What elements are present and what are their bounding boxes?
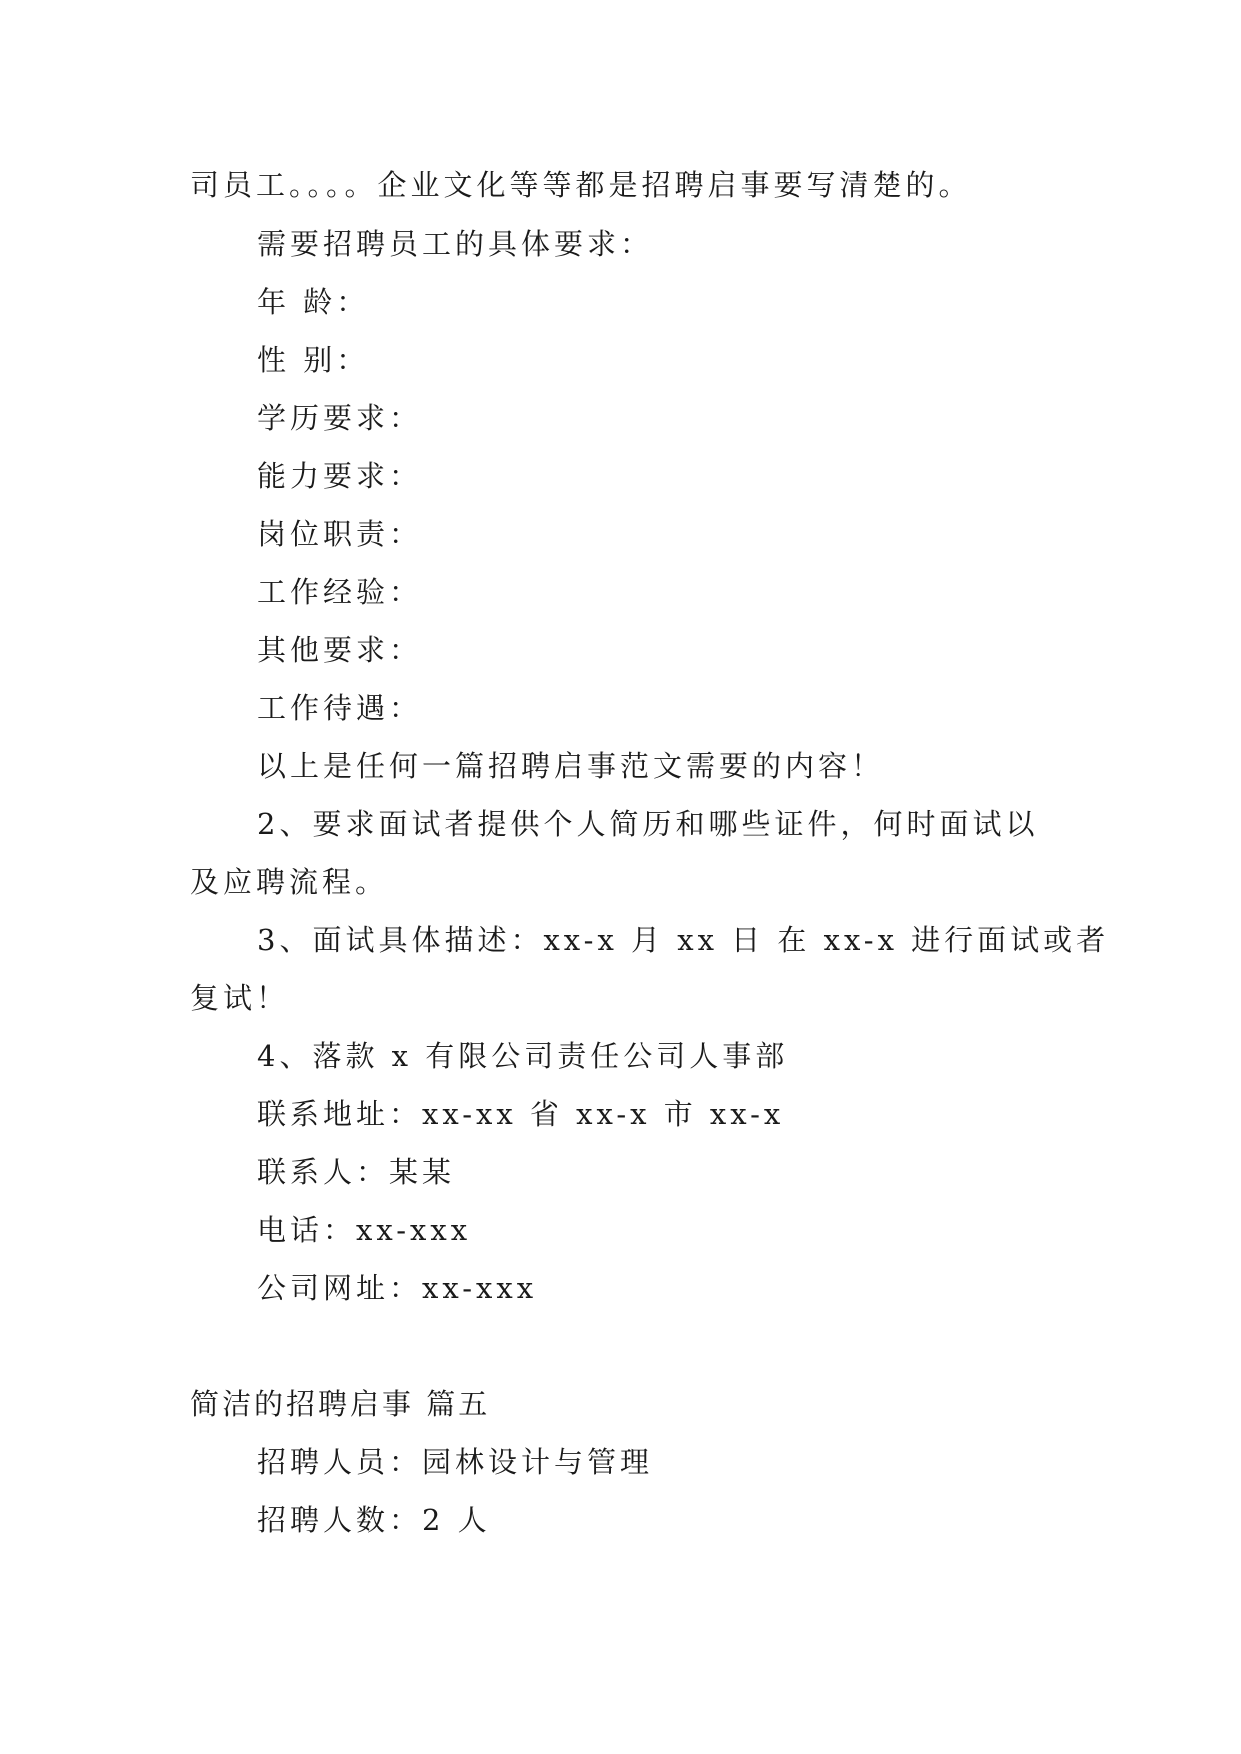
field-duties: 岗位职责： (257, 517, 423, 551)
field-age: 年 龄： (257, 285, 370, 319)
section-heading: 简洁的招聘启事 篇五 (190, 1387, 491, 1421)
item-3-line-1: 3、面试具体描述：xx-x 月 xx 日 在 xx-x 进行面试或者 (257, 923, 1110, 957)
item-3-line-2: 复试！ (190, 981, 290, 1015)
recruit-count: 招聘人数：2 人 (257, 1503, 491, 1537)
field-education: 学历要求： (257, 401, 423, 435)
field-salary: 工作待遇： (257, 691, 423, 725)
contact-website: 公司网址：xx-xxx (257, 1271, 538, 1305)
field-ability: 能力要求： (257, 459, 423, 493)
field-gender: 性 别： (257, 343, 370, 377)
recruit-position: 招聘人员：园林设计与管理 (257, 1445, 654, 1479)
paragraph-line: 司员工。。。。企业文化等等都是招聘启事要写清楚的。 (190, 168, 972, 202)
summary-line: 以上是任何一篇招聘启事范文需要的内容！ (257, 749, 885, 783)
item-2-line-1: 2、要求面试者提供个人简历和哪些证件，何时面试以 (257, 807, 1039, 841)
item-2-line-2: 及应聘流程。 (190, 865, 389, 899)
contact-address: 联系地址：xx-xx 省 xx-x 市 xx-x (257, 1097, 785, 1131)
requirements-intro: 需要招聘员工的具体要求： (257, 227, 654, 261)
contact-phone: 电话：xx-xxx (257, 1213, 472, 1247)
contact-person: 联系人：某某 (257, 1155, 456, 1189)
item-4-signature: 4、落款 x 有限公司责任公司人事部 (257, 1039, 789, 1073)
field-other: 其他要求： (257, 633, 423, 667)
field-experience: 工作经验： (257, 575, 423, 609)
